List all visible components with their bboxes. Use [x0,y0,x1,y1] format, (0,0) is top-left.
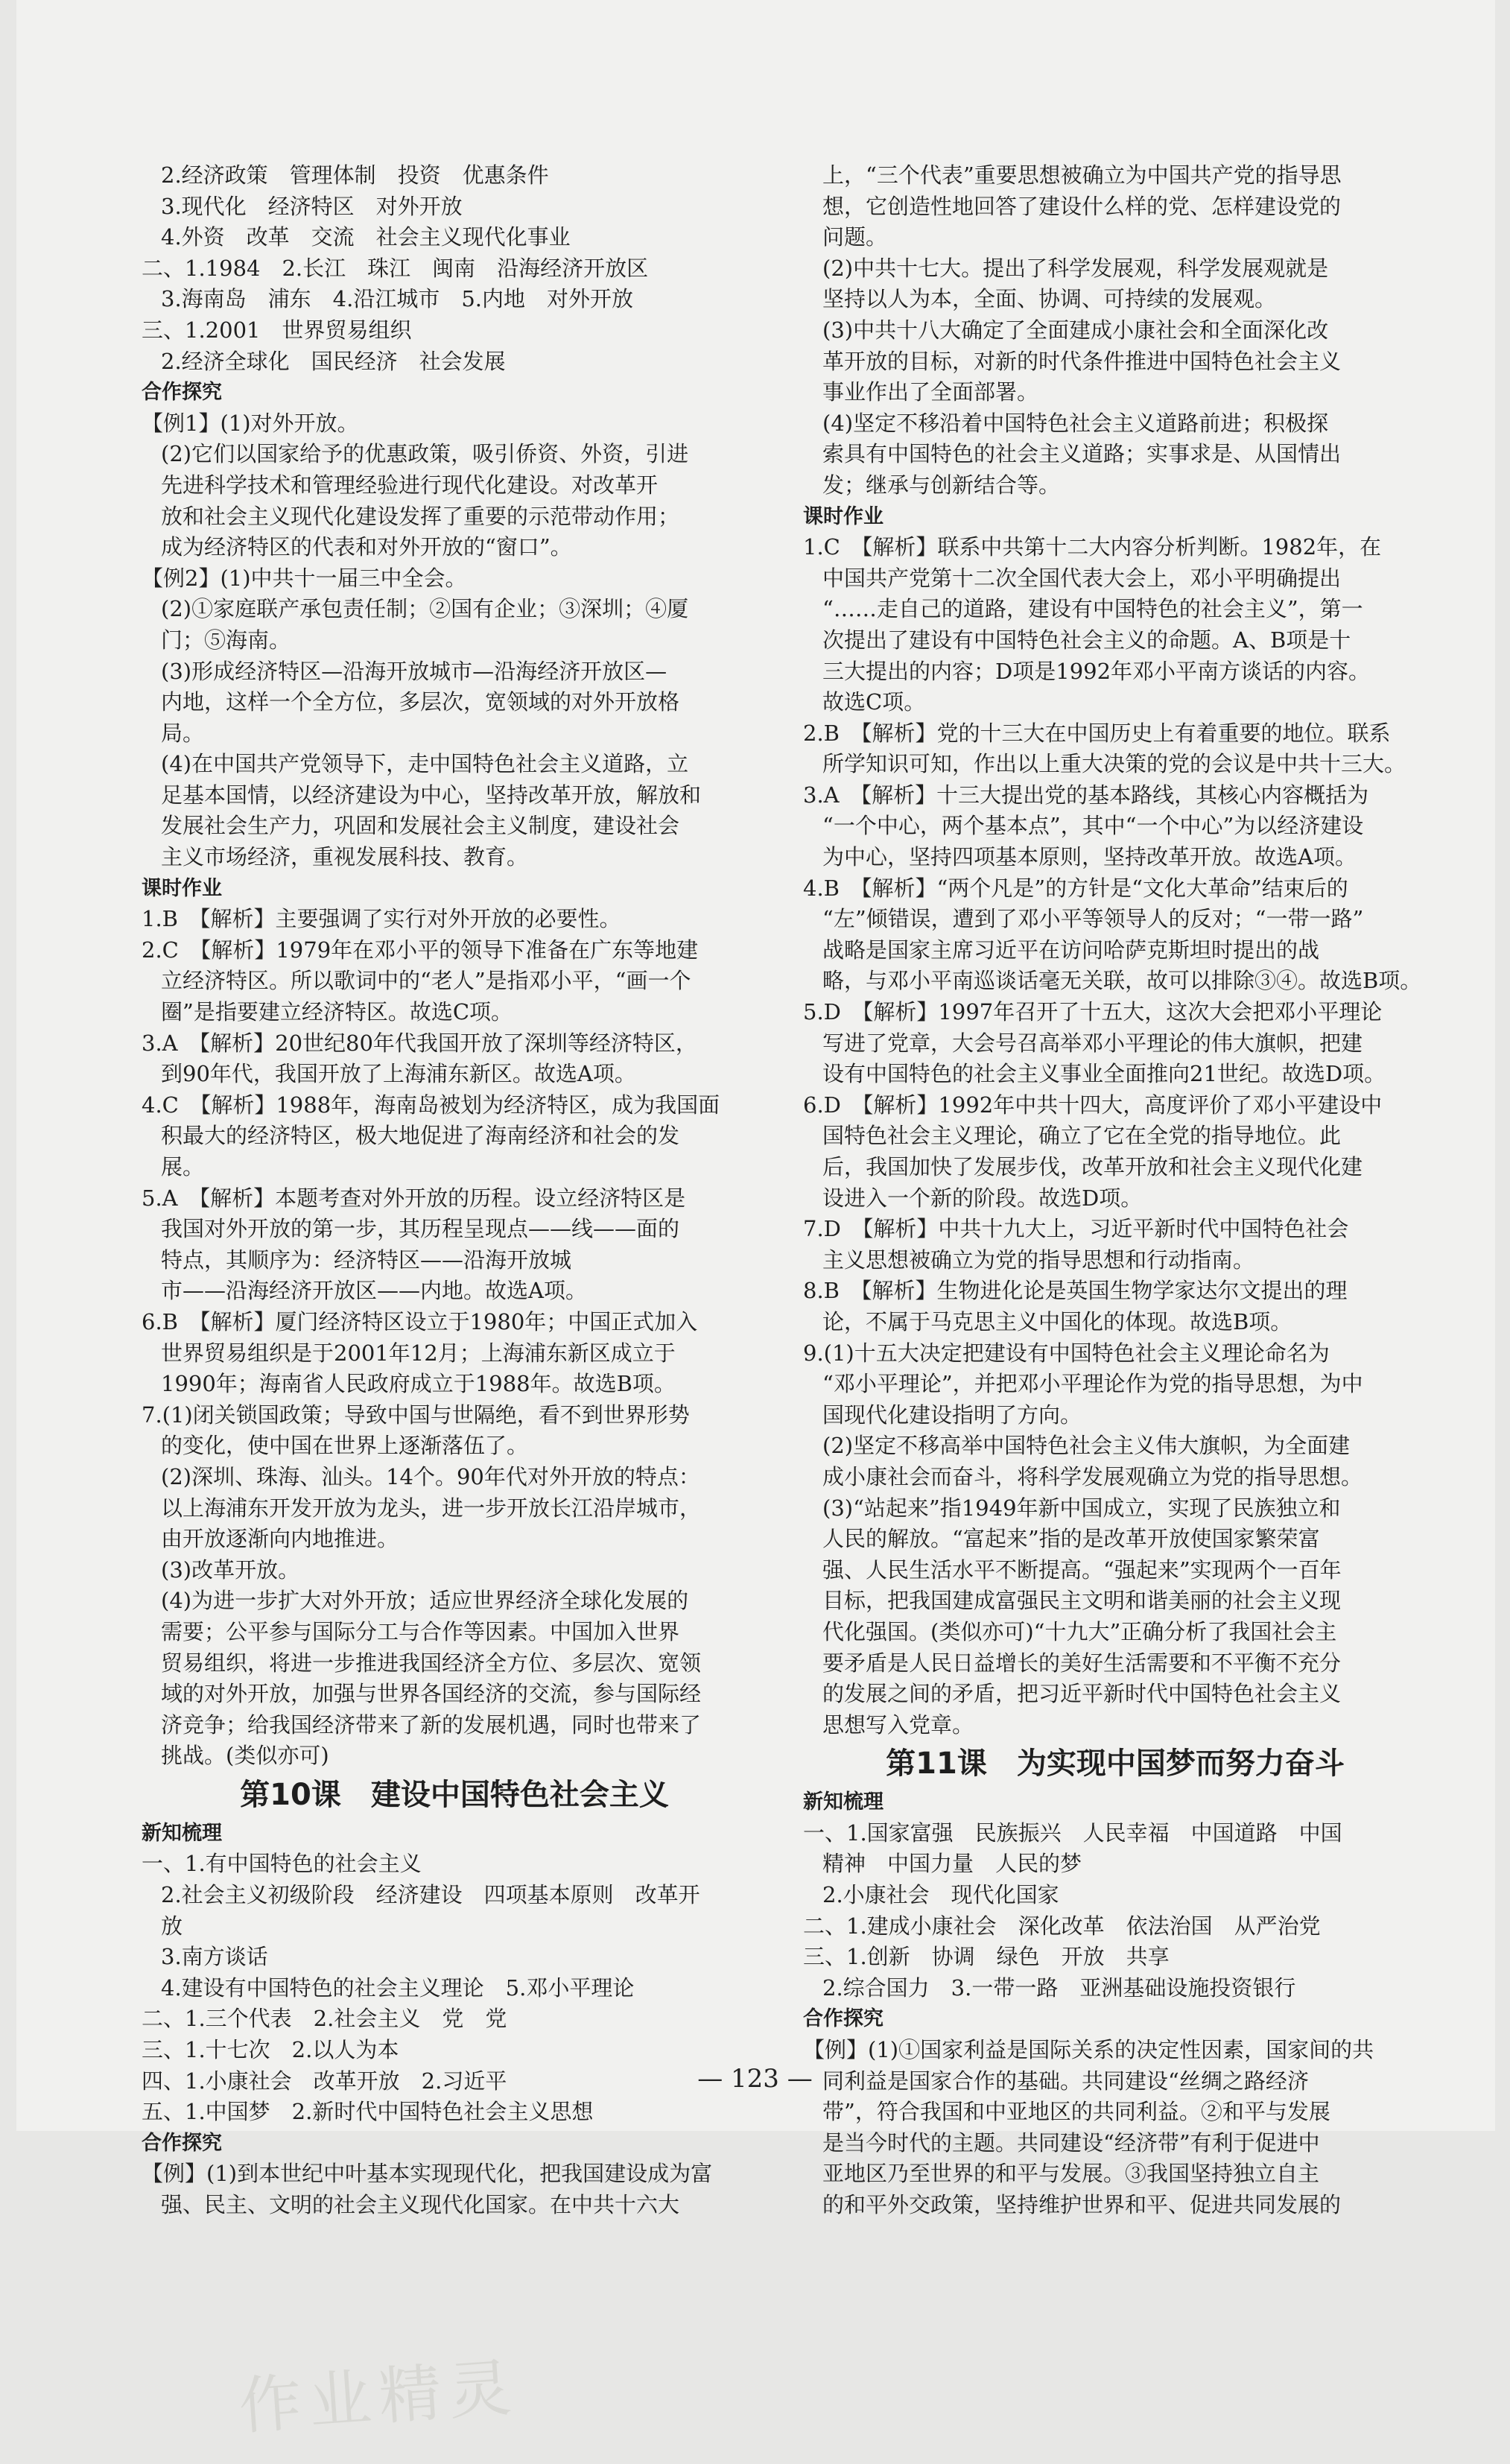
right-line: 同利益是国家合作的基础。共同建设“丝绸之路经济 [822,2068,1309,2094]
left-line: 2.C 【解析】1979年在邓小平的领导下准备在广东等地建 [142,937,699,963]
right-line: 坚持以人为本，全面、协调、可持续的发展观。 [822,286,1277,312]
right-line: 国特色社会主义理论，确立了它在全党的指导地位。此 [822,1123,1342,1149]
left-line: 积最大的经济特区，极大地促进了海南经济和社会的发 [161,1123,680,1149]
right-line: 革开放的目标，对新的时代条件推进中国特色社会主义 [822,348,1342,374]
right-line: 是当今时代的主题。共同建设“经济带”有利于促进中 [822,2129,1320,2156]
left-line: 主义市场经济，重视发展科技、教育。 [161,844,529,870]
right-line: 上，“三个代表”重要思想被确立为中国共产党的指导思 [822,162,1342,188]
left-line: 的变化，使中国在世界上逐渐落伍了。 [161,1433,529,1459]
left-line: 三、1.十七次 2.以人为本 [142,2037,399,2063]
left-line: 贸易组织，将进一步推进我国经济全方位、多层次、宽领 [161,1650,702,1676]
right-line: (3)中共十八大确定了全面建成小康社会和全面深化改 [822,317,1329,343]
right-line: 发；继承与创新结合等。 [822,472,1061,498]
left-line: 由开放逐渐向内地推进。 [161,1526,399,1552]
left-lesson-title: 第10课 建设中国特色社会主义 [240,1777,669,1812]
right-line: 5.D 【解析】1997年召开了十五大，这次大会把邓小平理论 [803,999,1383,1025]
right-line: 要矛盾是人民日益增长的美好生活需要和不平衡不充分 [822,1650,1342,1676]
left-line: 发展社会生产力，巩固和发展社会主义制度，建设社会 [161,813,680,839]
right-line: 略，与邓小平南巡谈话毫无关联，故可以排除③④。故选B项。 [822,968,1422,994]
left-line: 以上海浦东开发开放为龙头，进一步开放长江沿岸城市， [161,1495,702,1521]
left-line: 4.外资 改革 交流 社会主义现代化事业 [161,224,571,250]
right-line: (2)坚定不移高举中国特色社会主义伟大旗帜，为全面建 [822,1433,1351,1459]
left-line: 4.建设有中国特色的社会主义理论 5.邓小平理论 [161,1974,635,2001]
right-line: 设进入一个新的阶段。故选D项。 [822,1185,1143,1211]
left-line: 1.B 【解析】主要强调了实行对外开放的必要性。 [142,906,621,932]
left-line: 6.B 【解析】厦门经济特区设立于1980年；中国正式加入 [142,1308,698,1334]
left-line: 先进科学技术和管理经验进行现代化建设。对改革开 [161,472,659,498]
left-line: 2.经济政策 管理体制 投资 优惠条件 [161,162,549,188]
right-line: (2)中共十七大。提出了科学发展观，科学发展观就是 [822,255,1329,281]
left-line: 圈”是指要建立经济特区。故选C项。 [161,999,513,1025]
left-line: 3.海南岛 浦东 4.沿江城市 5.内地 对外开放 [161,286,634,312]
right-line: (4)坚定不移沿着中国特色社会主义道路前进；积极探 [822,410,1329,436]
right-line: 二、1.建成小康社会 深化改革 依法治国 从严治党 [803,1913,1321,1939]
left-line: 局。 [161,720,205,746]
right-line: 的发展之间的矛盾，把习近平新时代中国特色社会主义 [822,1681,1342,1707]
right-line: 强、人民生活水平不断提高。“强起来”实现两个一百年 [822,1556,1342,1583]
left-line: 放和社会主义现代化建设发挥了重要的示范带动作用； [161,503,680,529]
left-line: 3.现代化 经济特区 对外开放 [161,193,463,219]
left-section-heading: 合作探究 [142,2131,222,2155]
right-line: 国现代化建设指明了方向。 [822,1402,1082,1428]
left-line: 一、1.有中国特色的社会主义 [142,1851,422,1877]
left-line: 市——沿海经济开放区——内地。故选A项。 [161,1278,587,1304]
left-line: 域的对外开放，加强与世界各国经济的交流，参与国际经 [161,1681,702,1707]
right-section-heading: 课时作业 [803,504,884,528]
right-line: “邓小平理论”，并把邓小平理论作为党的指导思想，为中 [822,1371,1363,1397]
left-section-heading: 合作探究 [142,381,222,405]
right-line: 【例】(1)①国家利益是国际关系的决定性因素，国家间的共 [803,2037,1374,2063]
right-line: 亚地区乃至世界的和平与发展。③我国坚持独立自主 [822,2161,1320,2187]
left-section-heading: 新知梳理 [142,1821,222,1845]
left-line: 世界贸易组织是于2001年12月；上海浦东新区成立于 [161,1340,676,1366]
right-line: 2.综合国力 3.一带一路 亚洲基础设施投资银行 [822,1974,1296,2001]
right-line: (3)“站起来”指1949年新中国成立，实现了民族独立和 [822,1495,1341,1521]
left-line: 需要；公平参与国际分工与合作等因素。中国加入世界 [161,1618,680,1644]
left-column [142,160,767,2221]
right-line: 后，我国加快了发展步伐，改革开放和社会主义现代化建 [822,1154,1363,1179]
right-line: 代化强国。(类似亦可)“十九大”正确分析了我国社会主 [822,1618,1337,1644]
left-line: 4.C 【解析】1988年，海南岛被划为经济特区，成为我国面 [142,1092,720,1118]
left-line: 济竞争；给我国经济带来了新的发展机遇，同时也带来了 [161,1711,702,1738]
right-line: 索具有中国特色的社会主义道路；实事求是、从国情出 [822,441,1342,467]
left-line: 内地，这样一个全方位，多层次，宽领域的对外开放格 [161,689,680,715]
right-line: 8.B 【解析】生物进化论是英国生物学家达尔文提出的理 [803,1278,1348,1304]
right-column [803,160,1427,2221]
left-line: (3)形成经济特区—沿海开放城市—沿海经济开放区— [161,658,667,684]
left-section-heading: 课时作业 [142,876,222,900]
left-line: 五、1.中国梦 2.新时代中国特色社会主义思想 [142,2099,594,2125]
left-line: 三、1.2001 世界贸易组织 [142,317,412,343]
watermark: 作业精灵 [236,2350,521,2443]
left-line: 放 [161,1913,183,1939]
left-line: 到90年代，我国开放了上海浦东新区。故选A项。 [161,1061,636,1087]
right-line: “……走自己的道路，建设有中国特色的社会主义”，第一 [822,596,1363,622]
left-line: 【例1】(1)对外开放。 [142,410,359,436]
right-line: 问题。 [822,224,888,250]
left-line: 成为经济特区的代表和对外开放的“窗口”。 [161,534,572,560]
right-line: 1.C 【解析】联系中共第十二大内容分析判断。1982年，在 [803,534,1382,560]
right-line: 目标，把我国建成富强民主文明和谐美丽的社会主义现 [822,1588,1342,1614]
right-line: 9.(1)十五大决定把建设有中国特色社会主义理论命名为 [803,1340,1330,1366]
left-line: 3.A 【解析】20世纪80年代我国开放了深圳等经济特区， [142,1030,697,1056]
left-line: 足基本国情，以经济建设为中心，坚持改革开放，解放和 [161,782,702,808]
right-line: 3.A 【解析】十三大提出党的基本路线，其核心内容概括为 [803,782,1369,808]
right-line: 战略是国家主席习近平在访问哈萨克斯坦时提出的战 [822,937,1320,963]
page-number: — 123 — [697,2064,813,2094]
right-line: 论，不属于马克思主义中国化的体现。故选B项。 [822,1308,1292,1334]
left-line: 5.A 【解析】本题考查对外开放的历程。设立经济特区是 [142,1185,686,1211]
right-section-heading: 新知梳理 [803,1790,884,1814]
right-line: “一个中心，两个基本点”，其中“一个中心”为以经济建设 [822,813,1364,839]
right-line: 6.D 【解析】1992年中共十四大，高度评价了邓小平建设中 [803,1092,1383,1118]
right-line: 中国共产党第十二次全国代表大会上，邓小平明确提出 [822,565,1342,591]
left-line: 强、民主、文明的社会主义现代化国家。在中共十六大 [161,2192,680,2217]
left-line: 立经济特区。所以歌词中的“老人”是指邓小平，“画一个 [161,968,691,994]
right-line: 想，它创造性地回答了建设什么样的党、怎样建设党的 [822,193,1342,219]
right-line: 主义思想被确立为党的指导思想和行动指南。 [822,1247,1255,1273]
right-line: 人民的解放。“富起来”指的是改革开放使国家繁荣富 [822,1526,1320,1552]
right-line: 写进了党章，大会号召高举邓小平理论的伟大旗帜，把建 [822,1030,1363,1056]
right-line: 故选C项。 [822,689,926,715]
left-line: 【例】(1)到本世纪中叶基本实现现代化，把我国建设成为富 [142,2161,713,2187]
right-line: 2.B 【解析】党的十三大在中国历史上有着重要的地位。联系 [803,720,1391,746]
right-section-heading: 合作探究 [803,2007,884,2031]
left-line: 我国对外开放的第一步，其历程呈现点——线——面的 [161,1216,680,1242]
left-line: 特点，其顺序为：经济特区——沿海开放城 [161,1247,572,1273]
left-line: 四、1.小康社会 改革开放 2.习近平 [142,2068,507,2094]
left-line: 7.(1)闭关锁国政策；导致中国与世隔绝，看不到世界形势 [142,1402,690,1428]
left-line: (4)在中国共产党领导下，走中国特色社会主义道路，立 [161,751,689,777]
left-line: 二、1.1984 2.长江 珠江 闽南 沿海经济开放区 [142,255,649,281]
left-line: 1990年；海南省人民政府成立于1988年。故选B项。 [161,1371,676,1397]
right-line: 的和平外交政策，坚持维护世界和平、促进共同发展的 [822,2192,1342,2217]
left-line: (4)为进一步扩大对外开放；适应世界经济全球化发展的 [161,1588,689,1614]
right-line: 精神 中国力量 人民的梦 [822,1851,1082,1877]
right-line: 事业作出了全面部署。 [822,379,1039,405]
right-line: 三、1.创新 协调 绿色 开放 共享 [803,1944,1170,1970]
left-line: (2)深圳、珠海、汕头。14个。90年代对外开放的特点： [161,1463,700,1489]
right-line: 设有中国特色的社会主义事业全面推向21世纪。故选D项。 [822,1061,1386,1087]
right-line: 7.D 【解析】中共十九大上，习近平新时代中国特色社会 [803,1216,1349,1242]
left-line: 【例2】(1)中共十一届三中全会。 [142,565,467,591]
right-line: 带”，符合我国和中亚地区的共同利益。②和平与发展 [822,2099,1330,2125]
left-line: (3)改革开放。 [161,1556,300,1583]
left-line: 门；⑤海南。 [161,627,291,653]
left-line: (2)①家庭联产承包责任制；②国有企业；③深圳；④厦 [161,596,689,622]
right-line: 思想写入党章。 [822,1711,974,1738]
right-line: 2.小康社会 现代化国家 [822,1882,1059,1908]
right-line: 三大提出的内容；D项是1992年邓小平南方谈话的内容。 [822,658,1371,684]
left-line: 2.经济全球化 国民经济 社会发展 [161,348,506,374]
left-line: 挑战。(类似亦可) [161,1743,329,1769]
right-line: 一、1.国家富强 民族振兴 人民幸福 中国道路 中国 [803,1820,1342,1846]
right-line: 成小康社会而奋斗，将科学发展观确立为党的指导思想。 [822,1463,1363,1489]
right-line: 所学知识可知，作出以上重大决策的党的会议是中共十三大。 [822,751,1406,777]
left-line: 2.社会主义初级阶段 经济建设 四项基本原则 改革开 [161,1882,700,1908]
left-line: 3.南方谈话 [161,1944,268,1970]
right-line: 4.B 【解析】“两个凡是”的方针是“文化大革命”结束后的 [803,875,1348,901]
left-line: 展。 [161,1154,205,1179]
right-lesson-title: 第11课 为实现中国梦而努力奋斗 [886,1746,1345,1782]
left-line: 二、1.三个代表 2.社会主义 党 党 [142,2006,507,2032]
right-line: “左”倾错误，遭到了邓小平等领导人的反对；“一带一路” [822,906,1364,932]
right-line: 为中心，坚持四项基本原则，坚持改革开放。故选A项。 [822,844,1357,870]
left-line: (2)它们以国家给予的优惠政策，吸引侨资、外资，引进 [161,441,689,467]
right-line: 次提出了建设有中国特色社会主义的命题。A、B项是十 [822,627,1351,653]
